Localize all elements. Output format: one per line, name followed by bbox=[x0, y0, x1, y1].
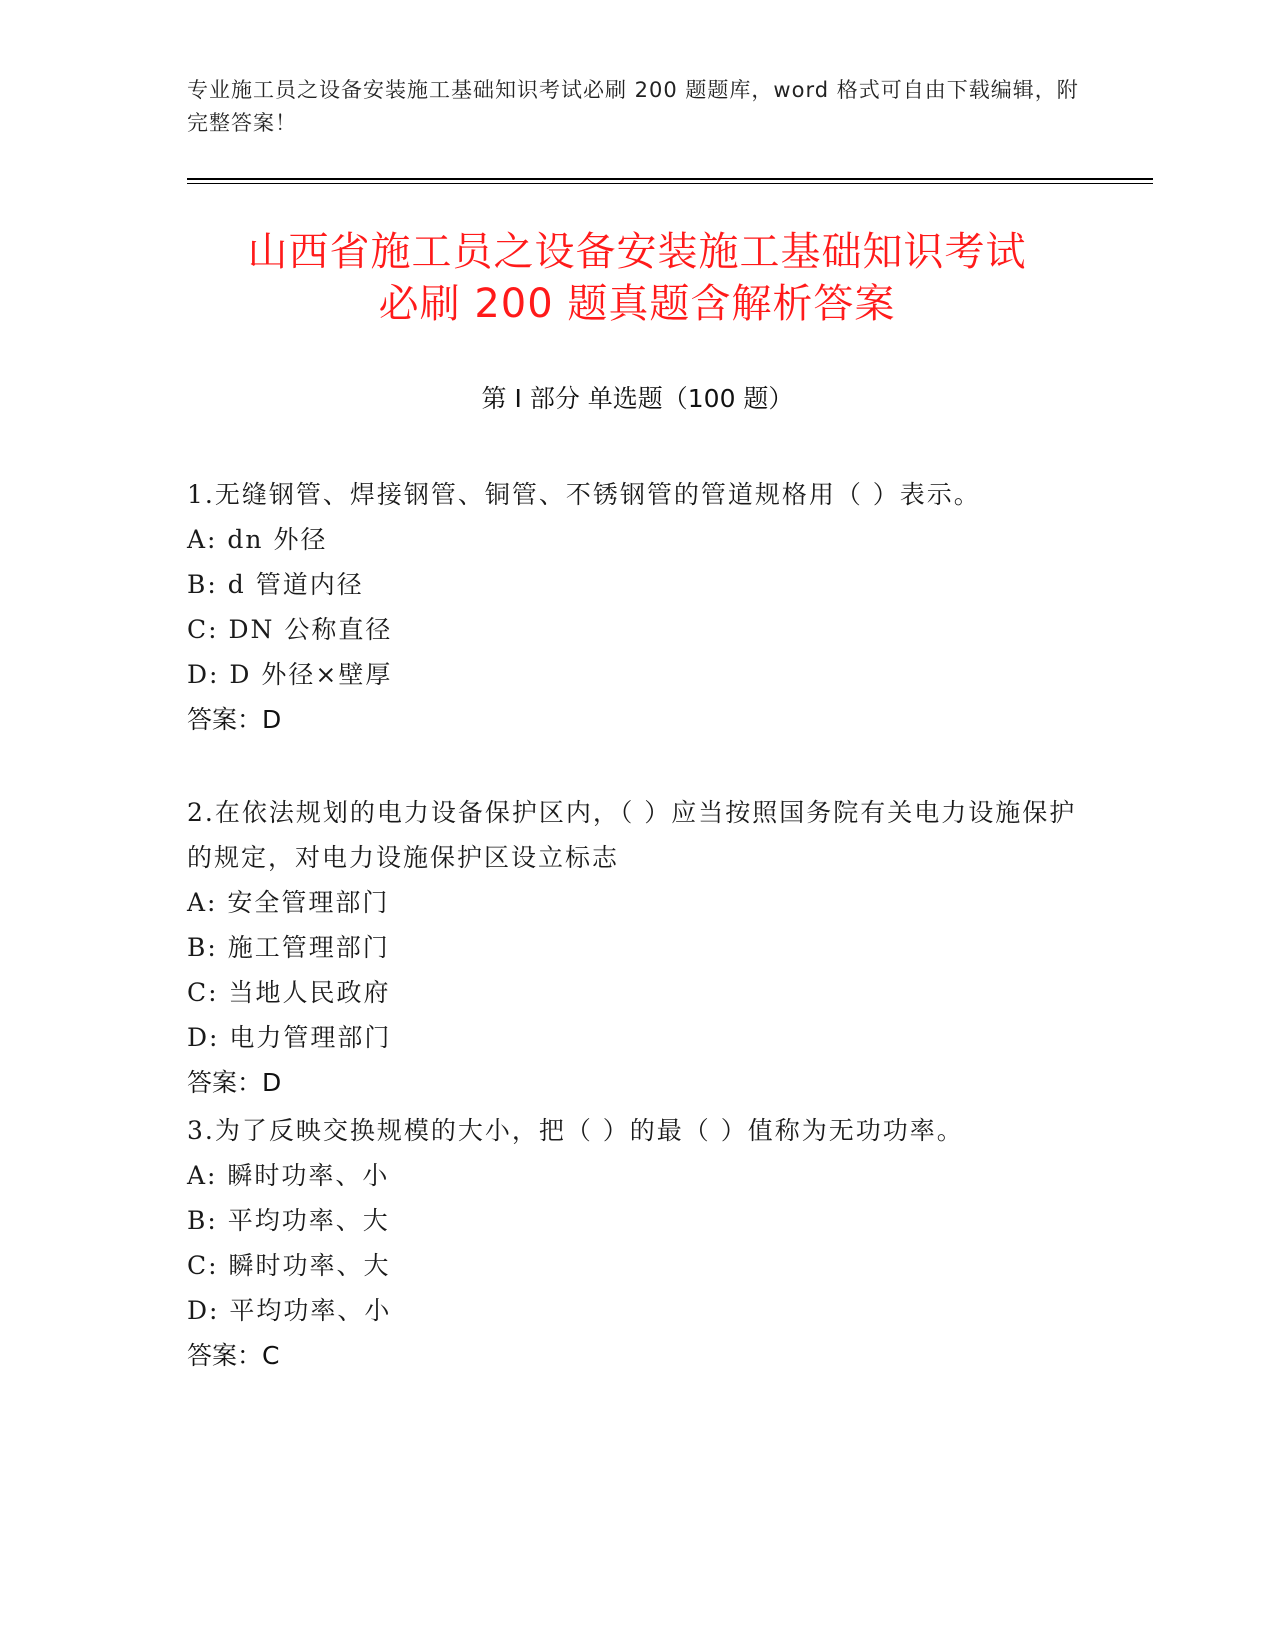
option-b: B: 施工管理部门 bbox=[187, 933, 390, 962]
question-1 bbox=[187, 472, 1087, 742]
title-line-1: 山西省施工员之设备安装施工基础知识考试 bbox=[247, 229, 1027, 275]
option-d: D: 平均功率、小 bbox=[187, 1296, 392, 1325]
question-2 bbox=[187, 790, 1087, 1105]
header-divider-thick bbox=[187, 178, 1153, 180]
option-d: D: D 外径×壁厚 bbox=[187, 660, 393, 689]
question-stem: 3.为了反映交换规模的大小，把（ ）的最（ ）值称为无功功率。 bbox=[187, 1116, 964, 1145]
option-a: A: 安全管理部门 bbox=[187, 888, 390, 917]
answer: 答案：D bbox=[187, 705, 282, 734]
option-b: B: d 管道内径 bbox=[187, 570, 364, 599]
title-line-2: 必刷 200 题真题含解析答案 bbox=[378, 281, 896, 327]
question-stem: 2.在依法规划的电力设备保护区内，（ ）应当按照国务院有关电力设施保护的规定，对电力设施保护区设立标志 bbox=[187, 798, 1077, 872]
question-3 bbox=[187, 1108, 1087, 1378]
option-c: C: 瞬时功率、大 bbox=[187, 1251, 391, 1280]
option-c: C: DN 公称直径 bbox=[187, 615, 393, 644]
section-title: 第 I 部分 单选题（100 题） bbox=[481, 384, 794, 413]
answer: 答案：C bbox=[187, 1341, 280, 1370]
option-c: C: 当地人民政府 bbox=[187, 978, 391, 1007]
option-b: B: 平均功率、大 bbox=[187, 1206, 390, 1235]
header-divider-thin bbox=[187, 183, 1153, 184]
answer: 答案：D bbox=[187, 1068, 282, 1097]
option-a: A: 瞬时功率、小 bbox=[187, 1161, 390, 1190]
header-note: 专业施工员之设备安装施工基础知识考试必刷 200 题题库，word 格式可自由下载编辑，附完整答案！ bbox=[187, 78, 1079, 135]
document-title bbox=[187, 226, 1087, 330]
option-d: D: 电力管理部门 bbox=[187, 1023, 392, 1052]
question-stem: 1.无缝钢管、焊接钢管、铜管、不锈钢管的管道规格用（ ）表示。 bbox=[187, 480, 981, 509]
option-a: A: dn 外径 bbox=[187, 525, 328, 554]
